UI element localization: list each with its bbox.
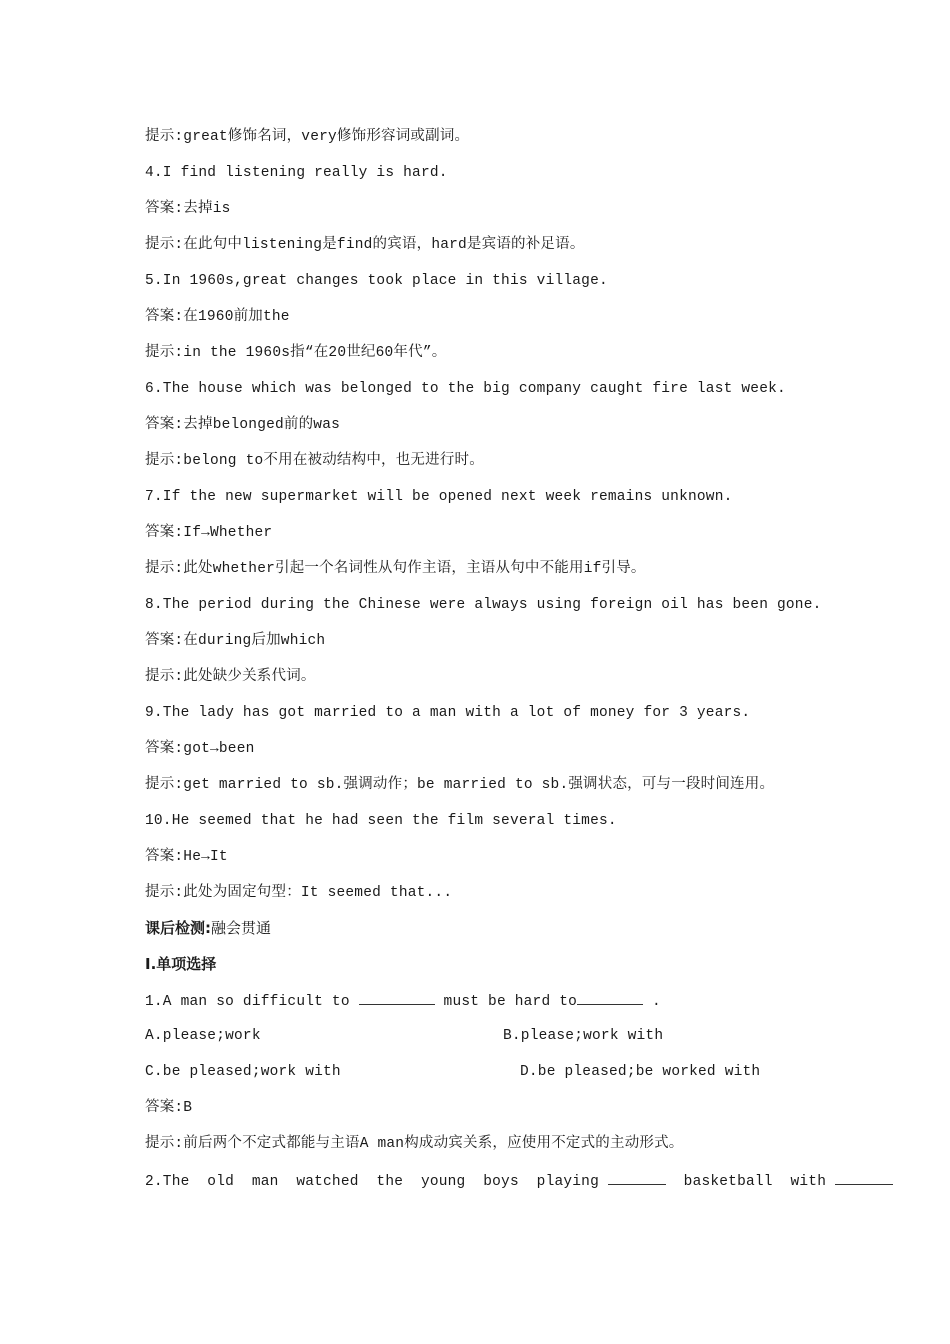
answer-line: 答案:去掉belonged前的was: [145, 417, 341, 433]
answer-line: 答案:去掉is: [145, 201, 231, 217]
option-d: D.be pleased;be worked with: [520, 1064, 761, 1080]
hint-line: 提示:此处缺少关系代词。: [145, 669, 316, 685]
hint-line: 提示:great修饰名词，very修饰形容词或副词。: [145, 129, 470, 145]
hint-line: 提示:在此句中listening是find的宾语，hard是宾语的补足语。: [145, 237, 585, 253]
hint-line: 提示:此处为固定句型：It seemed that...: [145, 885, 453, 901]
section-title-bold: 课后检测:: [145, 919, 211, 937]
answer-line: 答案:He→It: [145, 849, 228, 865]
question-line: [145, 990, 661, 1012]
question-line: 6.The house which was belonged to the big company caught fire last week.: [145, 381, 786, 397]
answer-line: 答案:If→Whether: [145, 525, 273, 541]
question-text: basketball with: [665, 1174, 836, 1190]
question-line: 10.He seemed that he had seen the film several times.: [145, 813, 617, 829]
question-line: 8.The period during the Chinese were always using foreign oil has been gone.: [145, 597, 822, 613]
answer-blank: [608, 1170, 666, 1185]
option-a: A.please;work: [145, 1028, 261, 1044]
question-line: 4.I find listening really is hard.: [145, 165, 448, 181]
hint-line: 提示:in the 1960s指“在20世纪60年代”。: [145, 345, 447, 361]
answer-blank: [577, 990, 643, 1005]
question-text: .: [643, 994, 661, 1010]
hint-line: 提示:belong to不用在被动结构中，也无进行时。: [145, 453, 484, 469]
question-line: 7.If the new supermarket will be opened next week remains unknown.: [145, 489, 733, 505]
section-title-rest: 融会贯通: [211, 921, 272, 937]
section-heading: [145, 918, 271, 939]
answer-blank: [835, 1170, 893, 1185]
question-line: 9.The lady has got married to a man with a lot of money for 3 years.: [145, 705, 751, 721]
question-text: 2.The old man watched the young boys playing: [145, 1174, 608, 1190]
hint-line: 提示:前后两个不定式都能与主语A man构成动宾关系，应使用不定式的主动形式。: [145, 1136, 684, 1152]
answer-line: 答案:B: [145, 1100, 193, 1116]
option-c: C.be pleased;work with: [145, 1064, 341, 1080]
question-line: [145, 1170, 893, 1192]
hint-line: 提示:此处whether引起一个名词性从句作主语，主语从句中不能用if引导。: [145, 561, 646, 577]
hint-line: 提示:get married to sb.强调动作；be married to sb.强调状态，可与一段时间连用。: [145, 777, 775, 793]
question-text: 1.A man so difficult to: [145, 994, 359, 1010]
answer-line: 答案:在during后加which: [145, 633, 326, 649]
option-b: B.please;work with: [503, 1028, 664, 1044]
answer-line: 答案:got→been: [145, 741, 255, 757]
answer-line: 答案:在1960前加the: [145, 309, 290, 325]
question-text: must be hard to: [434, 994, 578, 1010]
section-subtitle: Ⅰ.单项选择: [145, 955, 217, 973]
question-line: 5.In 1960s,great changes took place in this village.: [145, 273, 608, 289]
answer-blank: [359, 990, 435, 1005]
